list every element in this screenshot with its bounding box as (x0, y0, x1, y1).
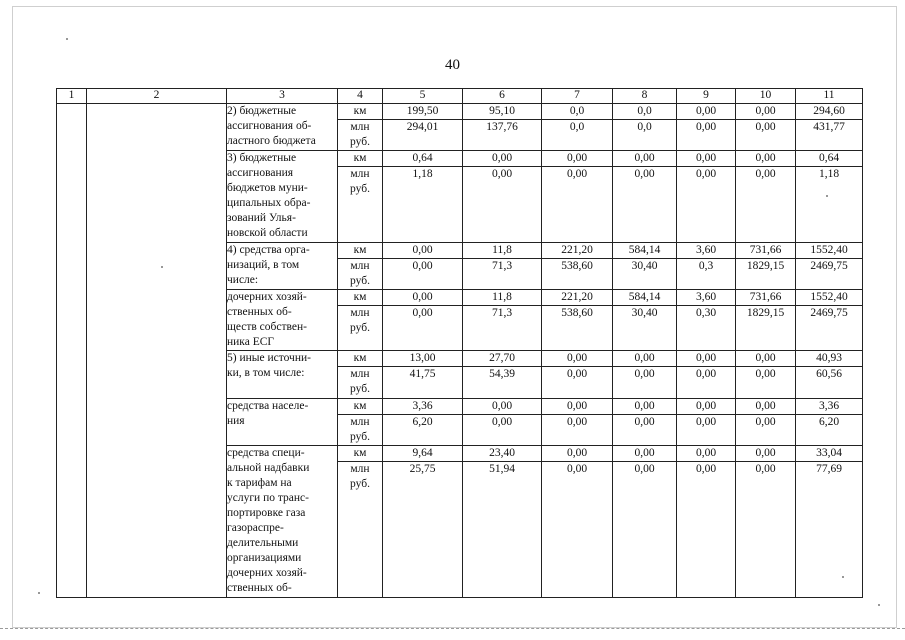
source-label-line: альной надбавки (227, 462, 310, 475)
value-cell (736, 151, 796, 243)
rub-value: 71,3 (491, 259, 513, 272)
km-value: 0,64 (383, 151, 462, 167)
km-value: 13,00 (383, 351, 462, 367)
source-label-line: средства специ- (227, 447, 305, 460)
value-cell (796, 151, 863, 243)
source-label (227, 446, 338, 598)
km-value: 0,00 (613, 151, 676, 167)
rub-value: 0,00 (412, 307, 433, 320)
unit-cell (338, 242, 383, 289)
km-value: 1552,40 (796, 290, 862, 306)
scan-speck (842, 576, 844, 578)
scan-speck (826, 195, 828, 197)
value-cell (796, 446, 863, 598)
rub-value: 0,0 (637, 121, 652, 133)
unit-cell (338, 398, 383, 445)
source-label (227, 398, 338, 445)
rub-value: 30,40 (631, 307, 658, 320)
km-value: 0,00 (542, 151, 612, 167)
rub-value: 1,18 (412, 168, 433, 181)
financing-table (56, 88, 863, 598)
km-value: 0,00 (463, 399, 541, 415)
source-label-line: числе: (227, 273, 259, 286)
source-label-line: услуги по транс- (227, 492, 309, 505)
km-value: 0,00 (383, 290, 462, 306)
rub-value: 0,00 (491, 168, 513, 181)
rub-value: 0,00 (566, 415, 588, 428)
rub-value: 54,39 (489, 368, 515, 381)
rub-value: 0,00 (695, 415, 717, 428)
col-header: 9 (677, 89, 736, 104)
km-value: 0,00 (677, 104, 735, 120)
source-label-line: ственных об- (227, 306, 292, 319)
value-cell (463, 446, 542, 598)
unit-label: млн (350, 415, 370, 428)
value-cell (463, 290, 542, 351)
scan-speck (878, 604, 880, 606)
value-cell (613, 290, 677, 351)
unit-label: руб. (350, 183, 370, 196)
unit-label: км (338, 243, 382, 259)
unit-label: руб. (350, 430, 370, 443)
km-value: 11,8 (463, 243, 541, 259)
value-cell (677, 446, 736, 598)
source-label-line: ственных об- (227, 582, 292, 595)
km-value: 40,93 (796, 351, 862, 367)
unit-label: млн (350, 463, 370, 476)
unit-label: млн (350, 307, 370, 320)
source-label-line: 2) бюджетные (227, 105, 297, 117)
rub-value: 294,01 (406, 121, 439, 133)
value-cell (542, 351, 613, 398)
unit-label: км (338, 151, 382, 167)
unit-cell (338, 104, 383, 151)
source-label (227, 151, 338, 243)
source-label-line: бюджетов муни- (227, 182, 308, 195)
col-header: 4 (338, 89, 383, 104)
km-value: 9,64 (383, 446, 462, 462)
km-value: 0,00 (542, 446, 612, 462)
km-value: 3,60 (677, 243, 735, 259)
value-cell (613, 446, 677, 598)
value-cell (796, 242, 863, 289)
unit-label: км (338, 104, 382, 120)
source-label-line: ника ЕСГ (227, 336, 275, 349)
rub-value: 1829,15 (746, 307, 785, 320)
source-label-line: делительными (227, 537, 299, 550)
value-cell (613, 104, 677, 151)
value-cell (677, 290, 736, 351)
km-value: 0,00 (677, 351, 735, 367)
rub-value: 1,18 (818, 168, 840, 181)
col2-cell (87, 104, 227, 598)
rub-value: 0,00 (491, 415, 513, 428)
km-value: 0,00 (736, 104, 795, 120)
col-header: 8 (613, 89, 677, 104)
km-value: 0,0 (542, 104, 612, 120)
unit-label: млн (350, 168, 370, 181)
rub-value: 51,94 (489, 463, 515, 476)
source-label-line: средства населе- (227, 399, 309, 412)
value-cell (463, 398, 542, 445)
scan-speck (38, 592, 40, 594)
rub-value: 0,00 (755, 121, 776, 133)
col-header: 7 (542, 89, 613, 104)
value-cell (613, 242, 677, 289)
value-cell (677, 398, 736, 445)
rub-value: 0,00 (695, 463, 717, 476)
rub-value: 0,00 (566, 168, 588, 181)
rub-value: 0,00 (755, 168, 776, 181)
km-value: 3,36 (383, 399, 462, 415)
source-label (227, 351, 338, 398)
km-value: 23,40 (463, 446, 541, 462)
source-label-line: дочерних хозяй- (227, 567, 307, 580)
rub-value: 0,30 (695, 307, 717, 320)
source-label-line: ципальных обра- (227, 197, 311, 210)
page-number: 40 (445, 57, 460, 73)
source-label-line: ществ собствен- (227, 321, 307, 334)
rub-value: 0,00 (695, 368, 717, 381)
unit-label: млн (350, 121, 370, 133)
unit-label: км (338, 446, 382, 462)
km-value: 731,66 (736, 243, 795, 259)
rub-value: 77,69 (816, 463, 842, 476)
source-label-line: 5) иные источни- (227, 352, 311, 365)
value-cell (736, 242, 796, 289)
source-label (227, 104, 338, 151)
unit-label: руб. (350, 274, 370, 287)
unit-label: км (338, 290, 382, 306)
km-value: 584,14 (613, 243, 676, 259)
rub-value: 538,60 (561, 259, 593, 272)
km-value: 27,70 (463, 351, 541, 367)
value-cell (677, 351, 736, 398)
value-cell (796, 351, 863, 398)
value-cell (542, 104, 613, 151)
col-header: 10 (736, 89, 796, 104)
rub-value: 41,75 (409, 368, 436, 381)
rub-value: 0,0 (569, 121, 585, 133)
km-value: 3,60 (677, 290, 735, 306)
km-value: 11,8 (463, 290, 541, 306)
rub-value: 0,00 (755, 368, 776, 381)
unit-label: км (338, 351, 382, 367)
rub-value: 6,20 (412, 415, 433, 428)
unit-label: руб. (350, 383, 370, 396)
value-cell (383, 290, 463, 351)
rub-value: 0,3 (698, 259, 714, 272)
rub-value: 30,40 (631, 259, 658, 272)
source-label-line: 4) средства орга- (227, 243, 310, 256)
value-cell (542, 242, 613, 289)
value-cell (796, 104, 863, 151)
unit-cell (338, 290, 383, 351)
rub-value: 71,3 (491, 307, 513, 320)
value-cell (736, 290, 796, 351)
col-header: 5 (383, 89, 463, 104)
source-label-line: ластного бюджета (227, 135, 316, 147)
value-cell (383, 151, 463, 243)
value-cell (542, 398, 613, 445)
source-label-line: портировке газа (227, 507, 306, 520)
col-header: 1 (57, 89, 87, 104)
source-label-line: 3) бюджетные (227, 152, 297, 165)
source-label (227, 242, 338, 289)
rub-value: 0,00 (755, 415, 776, 428)
source-label-line: ассигнования об- (227, 120, 312, 132)
value-cell (383, 351, 463, 398)
value-cell (677, 151, 736, 243)
scan-speck (66, 38, 68, 40)
scan-edge-line (0, 628, 905, 631)
km-value: 731,66 (736, 290, 795, 306)
source-label-line: дочерних хозяй- (227, 291, 307, 304)
rub-value: 431,77 (813, 121, 845, 133)
km-value: 0,00 (677, 151, 735, 167)
source-label (227, 290, 338, 351)
km-value: 0,00 (677, 446, 735, 462)
rub-value: 60,56 (816, 368, 842, 381)
rub-value: 2469,75 (810, 307, 848, 320)
value-cell (736, 351, 796, 398)
km-value: 0,00 (613, 446, 676, 462)
km-value: 1552,40 (796, 243, 862, 259)
unit-label: руб. (350, 478, 370, 491)
value-cell (463, 151, 542, 243)
km-value: 221,20 (542, 243, 612, 259)
source-label-line: ассигнования (227, 167, 294, 180)
value-cell (677, 104, 736, 151)
value-cell (613, 351, 677, 398)
rub-value: 25,75 (409, 463, 436, 476)
value-cell (613, 398, 677, 445)
unit-label: млн (350, 368, 370, 381)
value-cell (542, 446, 613, 598)
value-cell (383, 398, 463, 445)
value-cell (463, 242, 542, 289)
value-cell (542, 290, 613, 351)
rub-value: 0,00 (634, 168, 655, 181)
col-header: 3 (227, 89, 338, 104)
unit-label: руб. (350, 322, 370, 335)
km-value: 0,00 (736, 446, 795, 462)
source-label-line: новской области (227, 227, 308, 240)
source-label-line: зований Улья- (227, 212, 296, 225)
rub-value: 137,76 (486, 121, 518, 133)
value-cell (677, 242, 736, 289)
value-cell (796, 290, 863, 351)
value-cell (542, 151, 613, 243)
source-label-line: ния (227, 414, 245, 427)
value-cell (796, 398, 863, 445)
rub-value: 6,20 (818, 415, 840, 428)
table-row (57, 104, 863, 151)
value-cell (463, 351, 542, 398)
source-label-line: к тарифам на (227, 477, 292, 490)
km-value: 221,20 (542, 290, 612, 306)
km-value: 0,00 (736, 399, 795, 415)
source-label-line: газораспре- (227, 522, 284, 535)
km-value: 199,50 (383, 104, 462, 120)
km-value: 3,36 (796, 399, 862, 415)
km-value: 0,00 (613, 399, 676, 415)
unit-label: км (338, 399, 382, 415)
value-cell (736, 446, 796, 598)
km-value: 0,00 (383, 243, 462, 259)
rub-value: 0,00 (695, 121, 717, 133)
km-value: 0,00 (613, 351, 676, 367)
value-cell (736, 398, 796, 445)
value-cell (383, 104, 463, 151)
rub-value: 538,60 (561, 307, 593, 320)
unit-cell (338, 151, 383, 243)
col-header: 6 (463, 89, 542, 104)
km-value: 0,00 (542, 399, 612, 415)
unit-label: руб. (350, 136, 370, 148)
km-value: 294,60 (796, 104, 862, 120)
km-value: 95,10 (463, 104, 541, 120)
unit-label: млн (350, 259, 370, 272)
km-value: 0,00 (736, 151, 795, 167)
km-value: 33,04 (796, 446, 862, 462)
km-value: 0,64 (796, 151, 862, 167)
rub-value: 0,00 (695, 168, 717, 181)
value-cell (613, 151, 677, 243)
unit-cell (338, 351, 383, 398)
source-label-line: ки, в том числе: (227, 367, 305, 380)
col-header: 11 (796, 89, 863, 104)
km-value: 0,00 (736, 351, 795, 367)
rub-value: 0,00 (634, 463, 655, 476)
source-label-line: организациями (227, 552, 302, 565)
value-cell (383, 242, 463, 289)
rub-value: 2469,75 (810, 259, 848, 272)
km-value: 0,00 (463, 151, 541, 167)
rub-value: 0,00 (566, 368, 588, 381)
value-cell (463, 104, 542, 151)
rub-value: 0,00 (412, 259, 433, 272)
unit-cell (338, 446, 383, 598)
value-cell (736, 104, 796, 151)
col1-cell (57, 104, 87, 598)
column-number-row (57, 89, 863, 104)
rub-value: 0,00 (634, 415, 655, 428)
km-value: 0,00 (542, 351, 612, 367)
scan-speck (161, 266, 163, 268)
col-header: 2 (87, 89, 227, 104)
rub-value: 0,00 (755, 463, 776, 476)
value-cell (383, 446, 463, 598)
km-value: 0,00 (677, 399, 735, 415)
km-value: 0,0 (613, 104, 676, 120)
rub-value: 0,00 (634, 368, 655, 381)
rub-value: 1829,15 (746, 259, 785, 272)
source-label-line: низаций, в том (227, 258, 300, 271)
km-value: 584,14 (613, 290, 676, 306)
rub-value: 0,00 (566, 463, 588, 476)
